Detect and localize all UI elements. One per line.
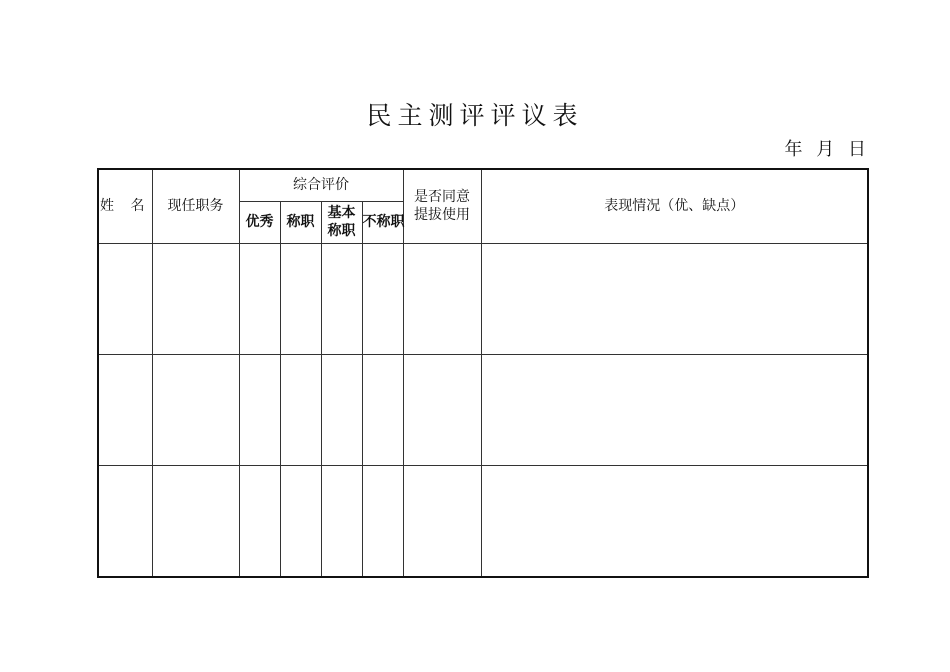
evaluation-table — [97, 168, 869, 578]
subheader-basically-competent: 基本称职 — [321, 201, 362, 243]
table-row — [98, 243, 868, 354]
cell-name[interactable] — [98, 243, 152, 354]
cell-position[interactable] — [152, 354, 239, 465]
header-promotion-line1: 是否同意 — [414, 189, 470, 206]
table-row — [98, 465, 868, 577]
cell-excellent[interactable] — [239, 354, 280, 465]
cell-excellent[interactable] — [239, 465, 280, 577]
cell-excellent[interactable] — [239, 243, 280, 354]
header-performance: 表现情况（优、缺点） — [481, 169, 868, 243]
cell-position[interactable] — [152, 243, 239, 354]
header-promotion-line2: 提拔使用 — [414, 207, 470, 224]
cell-competent[interactable] — [280, 465, 321, 577]
date-label: 年 月 日 — [784, 139, 870, 160]
table-row — [98, 354, 868, 465]
cell-incompetent[interactable] — [362, 354, 403, 465]
subheader-incompetent: 不称职 — [362, 201, 403, 243]
header-row — [98, 169, 868, 201]
subheader-competent: 称职 — [280, 201, 321, 243]
subheader-excellent: 优秀 — [239, 201, 280, 243]
cell-basically-competent[interactable] — [321, 243, 362, 354]
cell-promotion[interactable] — [403, 465, 481, 577]
cell-name[interactable] — [98, 354, 152, 465]
document-title: 民主测评评议表 — [366, 101, 584, 130]
cell-name[interactable] — [98, 465, 152, 577]
cell-promotion[interactable] — [403, 354, 481, 465]
cell-position[interactable] — [152, 465, 239, 577]
cell-incompetent[interactable] — [362, 465, 403, 577]
cell-competent[interactable] — [280, 243, 321, 354]
header-overall-evaluation: 综合评价 — [239, 169, 403, 201]
cell-basically-competent[interactable] — [321, 354, 362, 465]
header-promotion — [403, 169, 481, 243]
cell-incompetent[interactable] — [362, 243, 403, 354]
header-position: 现任职务 — [152, 169, 239, 243]
cell-basically-competent[interactable] — [321, 465, 362, 577]
cell-promotion[interactable] — [403, 243, 481, 354]
cell-performance[interactable] — [481, 354, 868, 465]
header-name: 姓 名 — [98, 169, 152, 243]
cell-performance[interactable] — [481, 465, 868, 577]
cell-competent[interactable] — [280, 354, 321, 465]
cell-performance[interactable] — [481, 243, 868, 354]
